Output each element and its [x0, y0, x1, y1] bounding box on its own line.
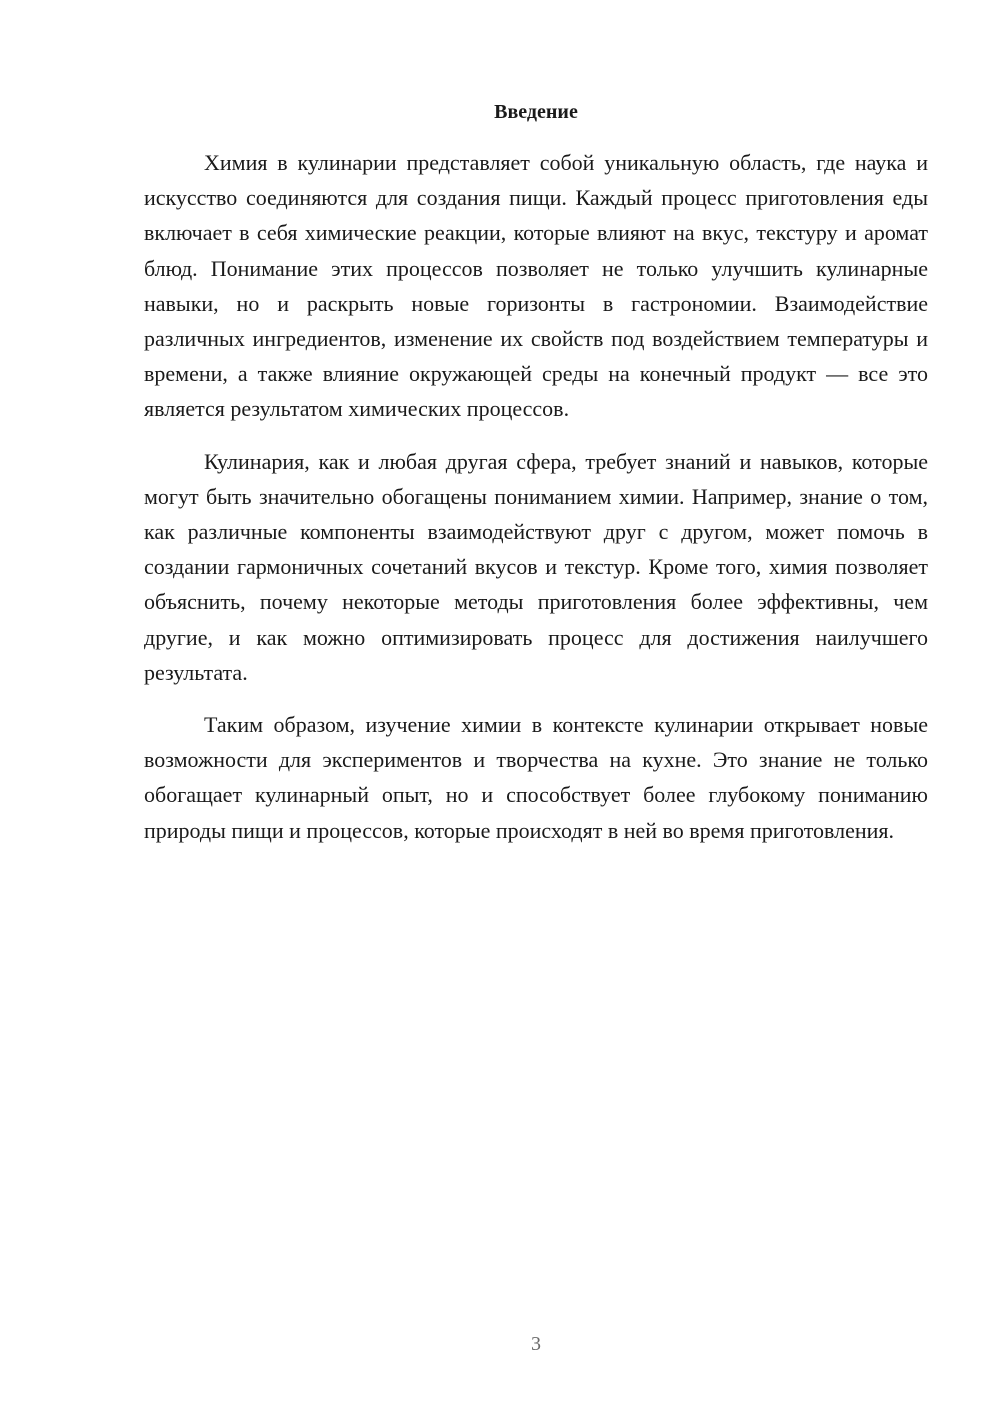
paragraph-3: Таким образом, изучение химии в контексте кулинарии открывает новые возможности для экспериментов и творчества на кухне. Это знание не только обогащает кулинарный опыт, но и способствует более глубокому пониманию природы пищи и процессов, которые происходят в ней во время приготовления. [144, 712, 928, 843]
section-heading: Введение [494, 101, 578, 123]
page-number: 3 [531, 1333, 541, 1355]
paragraph-2: Кулинария, как и любая другая сфера, требует знаний и навыков, которые могут быть значительно обогащены пониманием химии. Например, знание о том, как различные компоненты взаимодействуют друг с другом, может помочь в создании гармоничных сочетаний вкусов и текстур. Кроме того, химия позволяет объяснить, почему некоторые методы приготовления более эффективны, чем другие, и как можно оптимизировать процесс для достижения наилучшего результата. [144, 448, 928, 685]
body-text [144, 145, 928, 865]
paragraph-1: Химия в кулинарии представляет собой уникальную область, где наука и искусство соединяются для создания пищи. Каждый процесс приготовления еды включает в себя химические реакции, которые влияют на вкус, текстуру и аромат блюд. Понимание этих процессов позволяет не только улучшить кулинарные навыки, но и раскрыть новые горизонты в гастрономии. Взаимодействие различных ингредиентов, изменение их свойств под воздействием температуры и времени, а также влияние окружающей среды на конечный продукт — все это является результатом химических процессов. [144, 150, 928, 422]
